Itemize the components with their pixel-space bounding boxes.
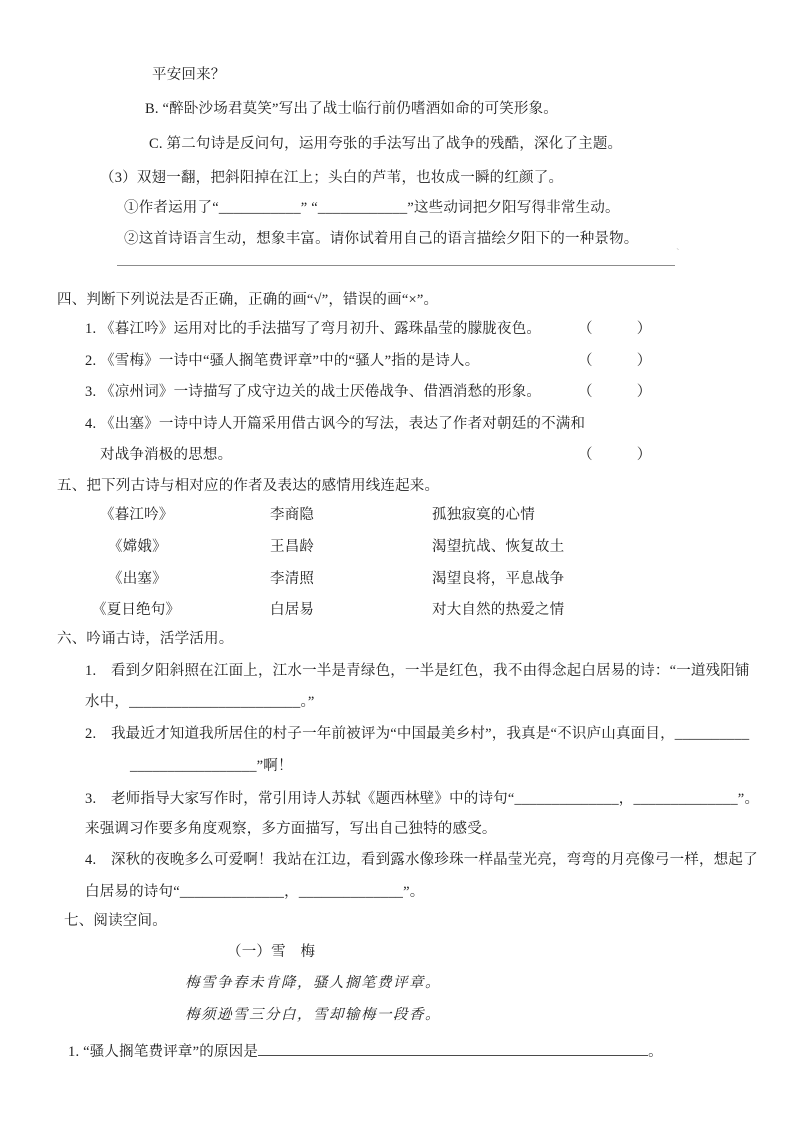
- judge-bracket-1: （ ）: [578, 321, 652, 337]
- apply-item-1-line-1: 1. 看到夕阳斜照在江面上，江水一半是青绿色，一半是红色，我不由得念起白居易的诗：“一道残阳铺: [85, 663, 750, 679]
- match-author-3: 李清照: [270, 571, 315, 587]
- apply-item-3-line-1: 3. 老师指导大家写作时，常引用诗人苏轼《题西林壁》中的诗句“______________，______________”。: [85, 791, 760, 807]
- stray-mark: `: [676, 247, 680, 259]
- reading-poem-line-1: 梅雪争春未肯降，骚人搁笔费评章。: [185, 975, 441, 991]
- section7-title: 七、阅读空间。: [64, 913, 167, 929]
- match-feeling-1: 孤独寂寞的心情: [432, 507, 535, 523]
- apply-item-2-line-2: _________________”啊！: [130, 758, 293, 774]
- judge-item-3: 3. 《凉州词》一诗描写了戍守边关的战士厌倦战争、借酒消愁的形象。: [85, 384, 542, 400]
- judge-item-1: 1. 《暮江吟》运用对比的手法描写了弯月初升、露珠晶莹的朦胧夜色。: [85, 321, 542, 337]
- apply-item-4-line-1: 4. 深秋的夜晚多么可爱啊！我站在江边，看到露水像珍珠一样晶莹光亮，弯弯的月亮像弓一样，想起了: [85, 852, 758, 868]
- judge-item-4-cont: 对战争消极的思想。: [100, 447, 233, 463]
- judge-item-2: 2. 《雪梅》一诗中“骚人搁笔费评章”中的“骚人”指的是诗人。: [85, 353, 480, 369]
- judge-item-4: 4. 《出塞》一诗中诗人开篇采用借古讽今的写法，表达了作者对朝廷的不满和: [85, 416, 586, 432]
- match-poem-4: 《夏日绝句》: [92, 602, 181, 618]
- option-b: B. “醉卧沙场君莫笑”写出了战士临行前仍嗜酒如命的可笑形象。: [145, 101, 558, 117]
- judge-bracket-2: （ ）: [578, 353, 652, 369]
- judge-bracket-4: （ ）: [578, 447, 652, 463]
- match-author-4: 白居易: [270, 602, 315, 618]
- reading-question-1: [68, 1041, 663, 1061]
- match-author-2: 王昌龄: [270, 539, 315, 555]
- judge-bracket-3: （ ）: [578, 384, 652, 400]
- match-author-1: 李商隐: [270, 507, 315, 523]
- question-3: （3）双翅一翻，把斜阳掉在江上；头白的芦苇，也妆成一瞬的红颜了。: [100, 170, 564, 186]
- match-feeling-3: 渴望良将，平息战争: [432, 571, 565, 587]
- answer-rule: [117, 251, 675, 266]
- match-poem-3: 《出塞》: [108, 571, 167, 587]
- match-feeling-4: 对大自然的热爱之情: [432, 602, 565, 618]
- text-pingan-line: 平安回来？: [152, 67, 226, 83]
- apply-item-4-line-2: 白居易的诗句“______________，______________”。: [85, 884, 425, 900]
- apply-item-3-line-2: 来强调习作要多角度观察，多方面描写，写出自己独特的感受。: [85, 821, 497, 837]
- match-feeling-2: 渴望抗战、恢复故土: [432, 539, 565, 555]
- section5-title: 五、把下列古诗与相对应的作者及表达的感情用线连起来。: [57, 478, 440, 494]
- apply-item-2-line-1: 2. 我最近才知道我所居住的村子一年前被评为“中国最美乡村”，我真是“不识庐山真面目，__________: [85, 726, 750, 742]
- apply-item-1-line-2: 水中，_______________________。”: [85, 694, 315, 710]
- question-3-sub2: ②这首诗语言生动，想象丰富。请你试着用自己的语言描绘夕阳下的一种景物。: [124, 231, 639, 247]
- reading-question-1-prefix: 1. “骚人搁笔费评章”的原因是: [68, 1043, 259, 1060]
- question-3-sub1: ①作者运用了“___________” “____________”这些动词把夕阳写得非常生动。: [124, 200, 620, 216]
- match-poem-1: 《暮江吟》: [100, 507, 174, 523]
- option-c: C. 第二句诗是反问句，运用夸张的手法写出了战争的残酷，深化了主题。: [149, 136, 623, 152]
- reading-poem-title: （一）雪 梅: [227, 944, 316, 960]
- section6-title: 六、吟诵古诗，活学活用。: [57, 631, 234, 647]
- reading-question-1-suffix: 。: [648, 1043, 663, 1060]
- reading-question-1-blank: [258, 1041, 648, 1056]
- section4-title: 四、判断下列说法是否正确，正确的画“√”，错误的画“×”。: [57, 292, 439, 308]
- match-poem-2: 《嫦娥》: [108, 539, 167, 555]
- reading-poem-line-2: 梅须逊雪三分白，雪却输梅一段香。: [185, 1007, 441, 1023]
